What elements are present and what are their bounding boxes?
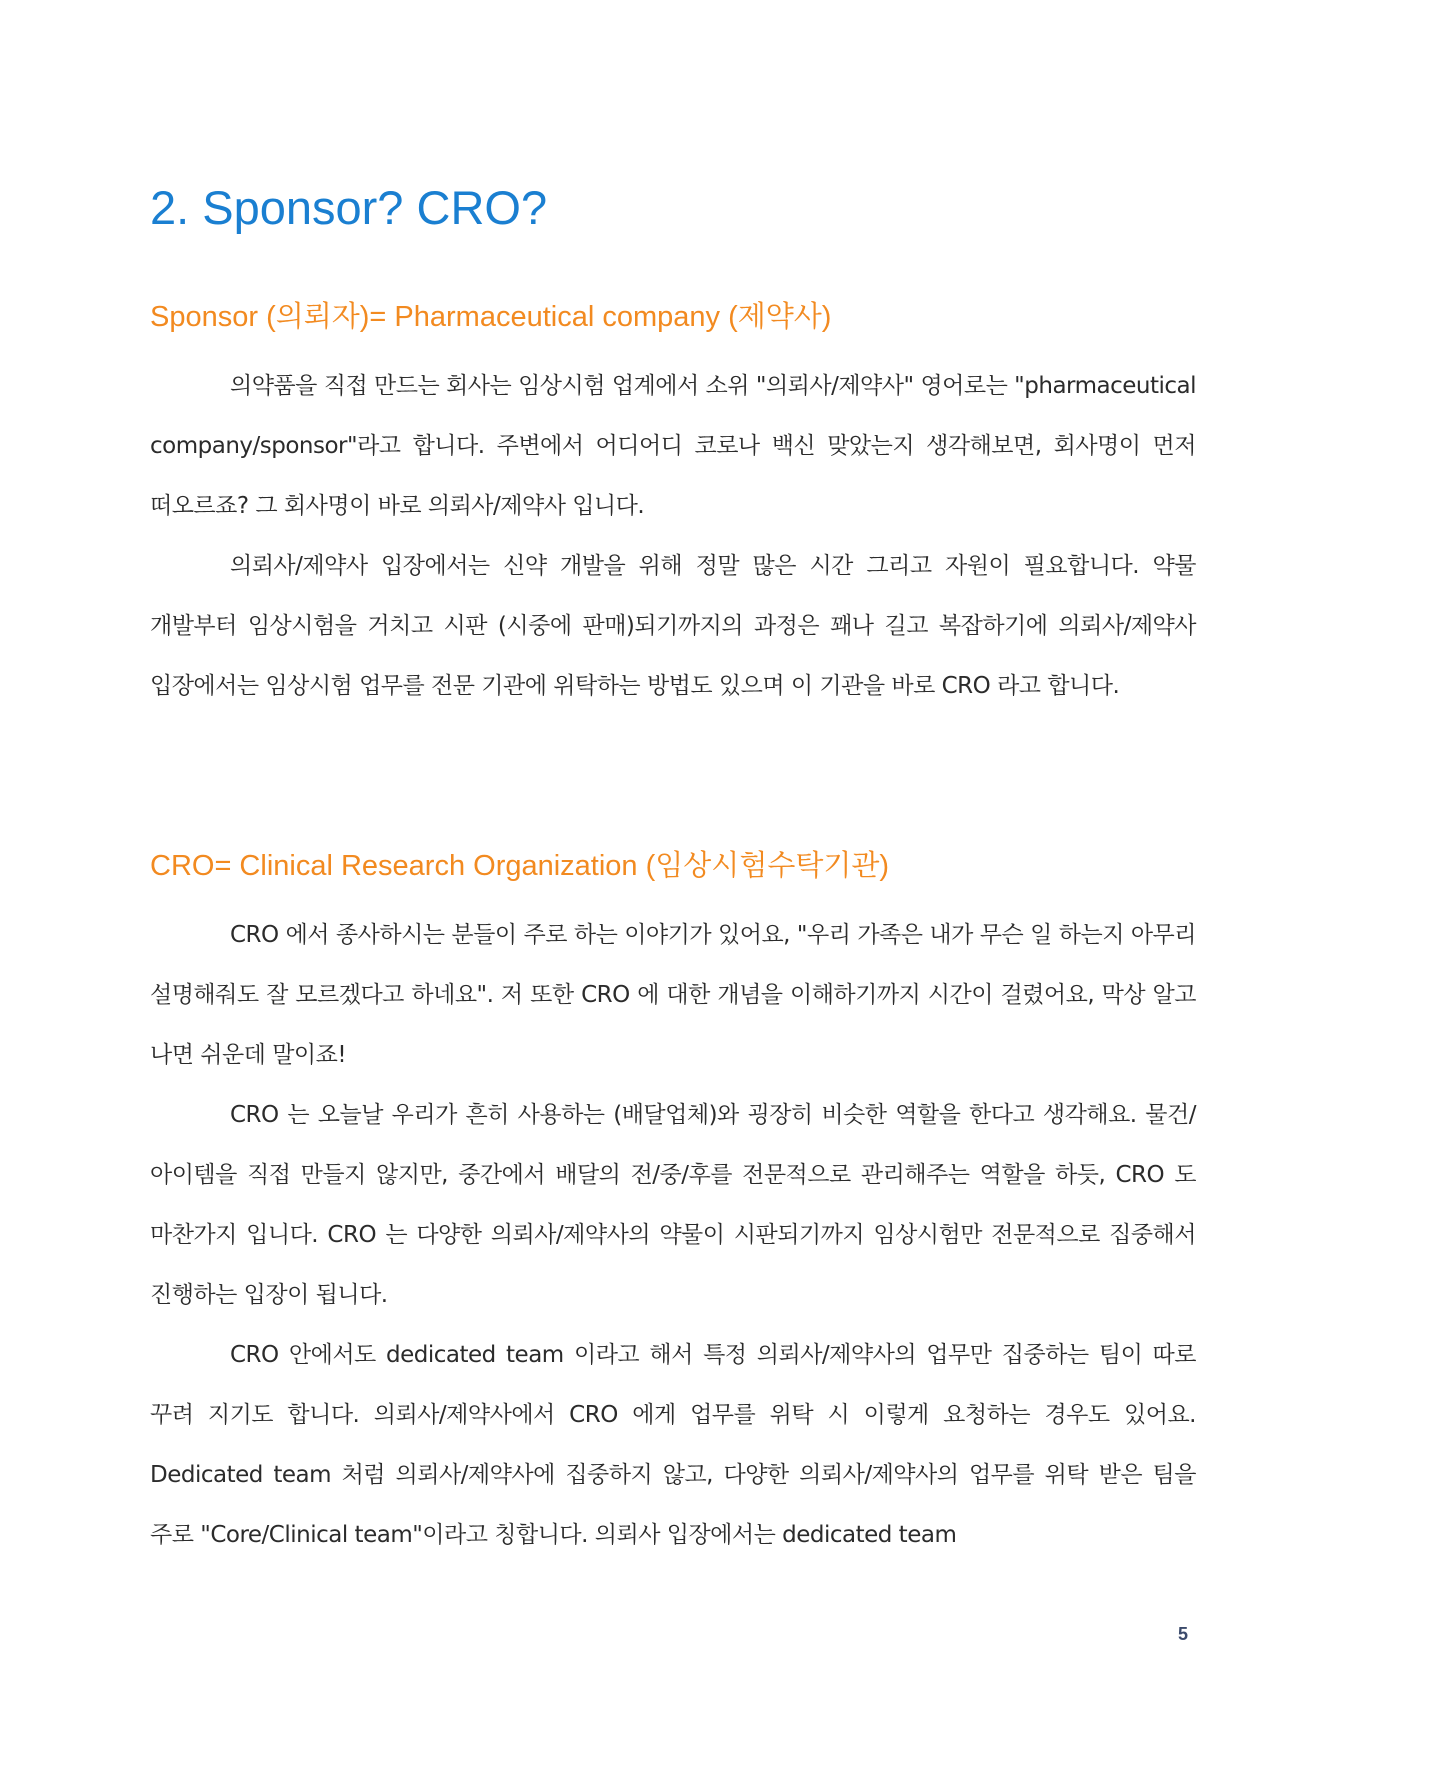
page-title: 2. Sponsor? CRO?	[150, 181, 548, 234]
section-body-sponsor	[150, 356, 1196, 716]
section-heading-cro: CRO= Clinical Research Organization (임상시험수탁기관)	[150, 850, 890, 882]
paragraph: CRO 에서 종사하시는 분들이 주로 하는 이야기가 있어요, "우리 가족은 내가 무슨 일 하는지 아무리 설명해줘도 잘 모르겠다고 하네요". 저 또한 CRO 에 대한 개념을 이해하기까지 시간이 걸렸어요, 막상 알고 나면 쉬운데 말이죠!	[150, 922, 1196, 1068]
paragraph: 의뢰사/제약사 입장에서는 신약 개발을 위해 정말 많은 시간 그리고 자원이 필요합니다. 약물 개발부터 임상시험을 거치고 시판 (시중에 판매)되기까지의 과정은 꽤나 길고 복잡하기에 의뢰사/제약사 입장에서는 임상시험 업무를 전문 기관에 위탁하는 방법도 있으며 이 기관을 바로 CRO 라고 합니다.	[150, 553, 1196, 699]
page-number: 5	[1178, 1624, 1189, 1644]
paragraph: 의약품을 직접 만드는 회사는 임상시험 업계에서 소위 "의뢰사/제약사" 영어로는 "pharmaceutical company/sponsor"라고 합니다. 주변에서 어디어디 코로나 백신 맞았는지 생각해보면, 회사명이 먼저 떠오르죠? 그 회사명이 바로 의뢰사/제약사 입니다.	[150, 373, 1196, 519]
section-heading-sponsor: Sponsor (의뢰자)= Pharmaceutical company (제약사)	[150, 301, 832, 333]
paragraph: CRO 는 오늘날 우리가 흔히 사용하는 (배달업체)와 굉장히 비슷한 역할을 한다고 생각해요. 물건/아이템을 직접 만들지 않지만, 중간에서 배달의 전/중/후를 전문적으로 관리해주는 역할을 하듯, CRO 도 마찬가지 입니다. CRO 는 다양한 의뢰사/제약사의 약물이 시판되기까지 임상시험만 전문적으로 집중해서 진행하는 입장이 됩니다.	[150, 1102, 1196, 1308]
section-body-cro	[150, 905, 1196, 1565]
paragraph: CRO 안에서도 dedicated team 이라고 해서 특정 의뢰사/제약사의 업무만 집중하는 팀이 따로 꾸려 지기도 합니다. 의뢰사/제약사에서 CRO 에게 업무를 위탁 시 이렇게 요청하는 경우도 있어요. Dedicated team 처럼 의뢰사/제약사에 집중하지 않고, 다양한 의뢰사/제약사의 업무를 위탁 받은 팀을 주로 "Core/Clinical team"이라고 칭합니다. 의뢰사 입장에서는 dedicated team	[150, 1342, 1196, 1548]
